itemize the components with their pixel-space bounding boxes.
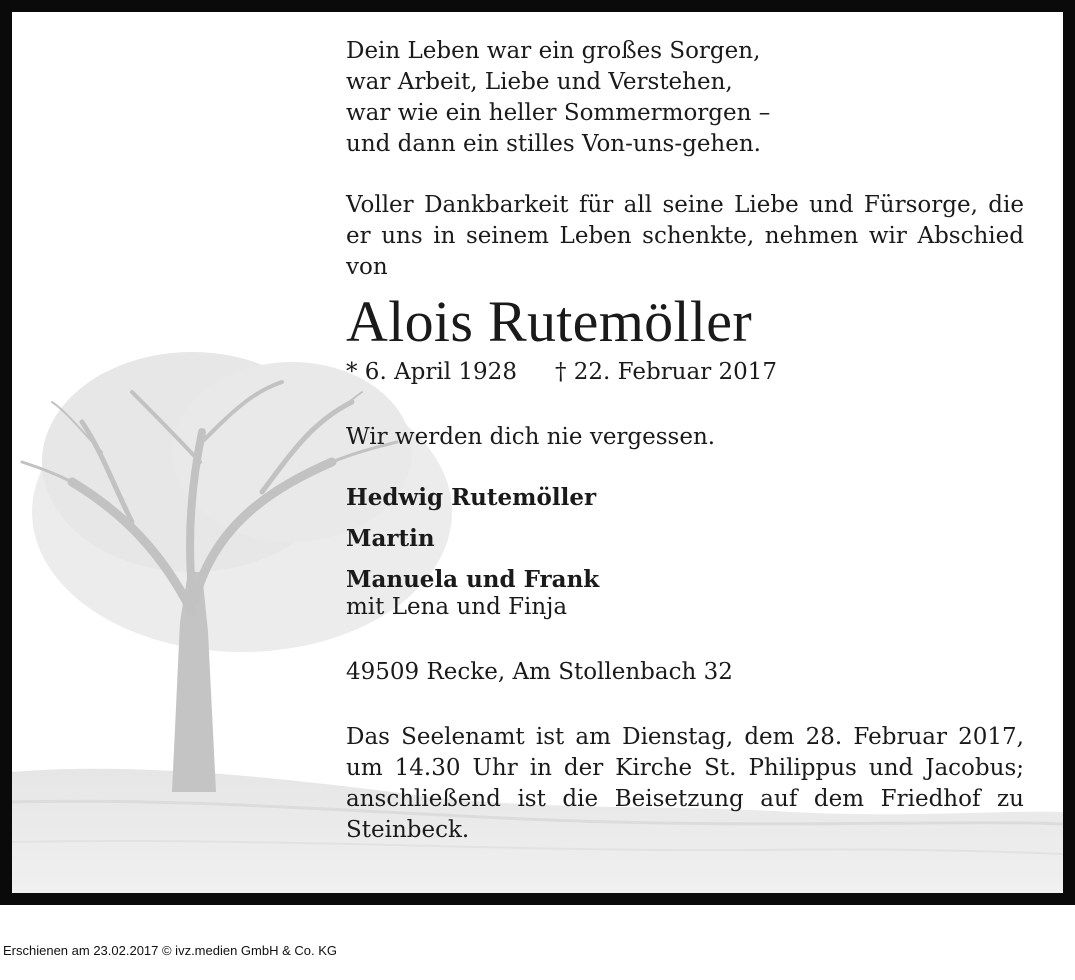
poem-line: war Arbeit, Liebe und Verstehen,	[346, 69, 733, 95]
service-notice: Das Seelenamt ist am Dienstag, dem 28. Februar 2017, um 14.30 Uhr in der Kirche St. Philippus und Jacobus; anschließend ist die Beisetzung auf dem Friedhof zu Steinbeck.	[346, 724, 1024, 843]
deceased-name: Alois Rutemöller	[346, 289, 752, 354]
publication-footer: Erschienen am 23.02.2017 © ivz.medien GmbH & Co. KG	[3, 943, 338, 958]
birth-date: * 6. April 1928	[346, 359, 517, 385]
intro-paragraph: Voller Dankbarkeit für all seine Liebe und Fürsorge, die er uns in seinem Leben schenkte, nehmen wir Abschied von	[346, 192, 1024, 280]
life-dates	[346, 357, 1024, 388]
poem	[346, 36, 1024, 160]
mourner-name: Martin	[346, 525, 435, 552]
death-date: † 22. Februar 2017	[554, 359, 778, 385]
family-address: 49509 Recke, Am Stollenbach 32	[346, 659, 733, 685]
obituary-text	[346, 36, 1024, 846]
mourner-subline: mit Lena und Finja	[346, 594, 568, 620]
poem-line: war wie ein heller Sommermorgen –	[346, 100, 771, 126]
poem-line: Dein Leben war ein großes Sorgen,	[346, 38, 761, 64]
poem-line: und dann ein stilles Von-uns-gehen.	[346, 131, 761, 157]
mourners-list	[346, 477, 1024, 623]
mourner-name: Manuela und Frank	[346, 566, 600, 593]
mourner-name: Hedwig Rutemöller	[346, 484, 597, 511]
farewell-line: Wir werden dich nie vergessen.	[346, 424, 716, 450]
